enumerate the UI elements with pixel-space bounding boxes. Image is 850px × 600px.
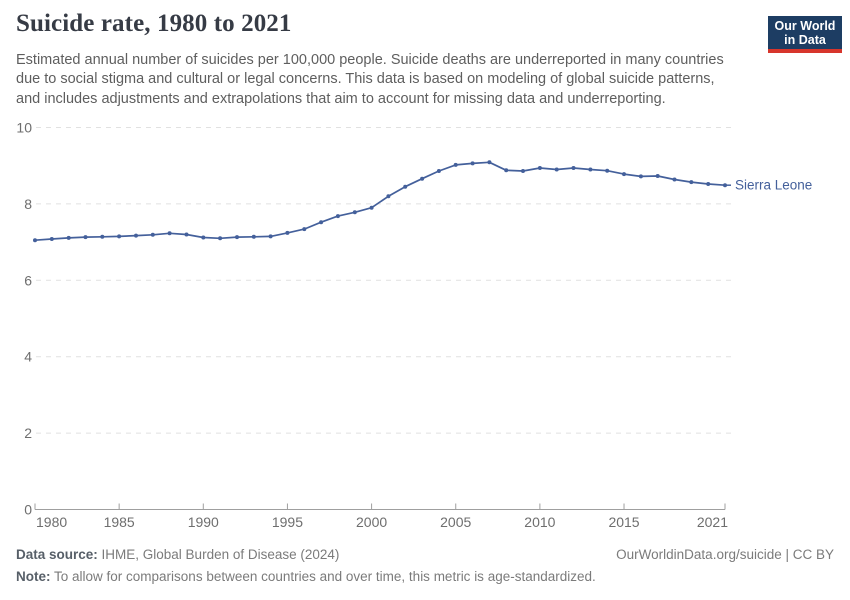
data-point-1986 (134, 234, 138, 238)
data-point-1983 (84, 235, 88, 239)
data-point-1993 (252, 235, 256, 239)
data-point-1997 (319, 220, 323, 224)
data-point-1994 (269, 234, 273, 238)
data-point-1996 (302, 227, 306, 231)
chart-note (16, 568, 834, 586)
data-point-1995 (285, 231, 289, 235)
data-point-2011 (555, 168, 559, 172)
data-point-2010 (538, 166, 542, 170)
data-point-2002 (403, 185, 407, 189)
x-axis-tick-label: 1995 (271, 514, 304, 530)
owid-logo-line2: in Data (784, 33, 826, 47)
y-axis-tick-label: 0 (24, 501, 32, 518)
data-point-1982 (67, 236, 71, 240)
series-line-sierra-leone (35, 162, 725, 240)
data-point-2008 (504, 168, 508, 172)
data-source (16, 546, 339, 564)
x-axis-tick-label: 2021 (696, 514, 728, 530)
data-point-2015 (622, 172, 626, 176)
x-axis-tick-label: 1985 (103, 514, 135, 530)
data-point-1992 (235, 235, 239, 239)
data-point-1988 (168, 231, 172, 235)
x-axis-tick-label: 1990 (187, 514, 219, 530)
data-point-1981 (50, 237, 54, 241)
data-point-2013 (588, 168, 592, 172)
data-point-2018 (673, 178, 677, 182)
x-axis-tick-label: 2005 (440, 514, 472, 530)
page-title: Suicide rate, 1980 to 2021 (16, 10, 292, 37)
data-point-2007 (487, 160, 491, 164)
series-label-sierra-leone[interactable]: Sierra Leone (735, 177, 813, 193)
y-axis-tick-label: 8 (24, 195, 32, 212)
data-point-1990 (201, 236, 205, 240)
y-axis-tick-label: 2 (24, 425, 32, 442)
data-point-2017 (656, 174, 660, 178)
note-label: Note: (16, 568, 51, 584)
data-point-2019 (689, 180, 693, 184)
data-point-2014 (605, 169, 609, 173)
x-axis-tick-label: 1980 (36, 514, 68, 530)
data-source-text: IHME, Global Burden of Disease (2024) (97, 547, 340, 562)
y-axis-tick-label: 6 (24, 272, 32, 289)
x-axis-tick-label: 2010 (524, 514, 556, 530)
y-axis-tick-label: 4 (24, 348, 32, 365)
data-point-2006 (471, 161, 475, 165)
data-point-2000 (370, 206, 374, 210)
owid-cc-link[interactable]: OurWorldinData.org/suicide | CC BY (616, 547, 834, 562)
owid-logo-line1: Our World (774, 19, 836, 33)
data-point-2003 (420, 177, 424, 181)
data-point-2005 (454, 163, 458, 167)
data-point-2004 (437, 169, 441, 173)
data-point-1987 (151, 233, 155, 237)
data-point-1980 (33, 238, 37, 242)
data-point-1991 (218, 236, 222, 240)
data-point-2020 (706, 182, 710, 186)
chart-subtitle-line: due to social stigma and cultural or legal concerns. This data is based on modeling of global suicide patterns, (16, 71, 715, 88)
data-point-2016 (639, 174, 643, 178)
chart-subtitle-line: and includes adjustments and extrapolations that aim to account for missing data and underreporting. (16, 90, 666, 107)
data-point-1998 (336, 214, 340, 218)
chart-subtitle-line: Estimated annual number of suicides per 100,000 people. Suicide deaths are underreported in many countries (16, 52, 724, 68)
chart-footer (16, 546, 834, 585)
data-point-1999 (353, 210, 357, 214)
x-axis-tick-label: 2000 (356, 514, 388, 530)
data-point-2012 (572, 166, 576, 170)
data-point-1984 (100, 235, 104, 239)
data-point-2009 (521, 169, 525, 173)
y-axis-tick-label: 10 (16, 119, 32, 136)
data-point-2001 (386, 194, 390, 198)
note-text: To allow for comparisons between countries and over time, this metric is age-standardized. (50, 568, 596, 584)
data-point-1989 (185, 233, 189, 237)
data-point-1985 (117, 234, 121, 238)
x-axis-tick-label: 2015 (608, 514, 640, 530)
data-source-label: Data source: (16, 547, 98, 562)
